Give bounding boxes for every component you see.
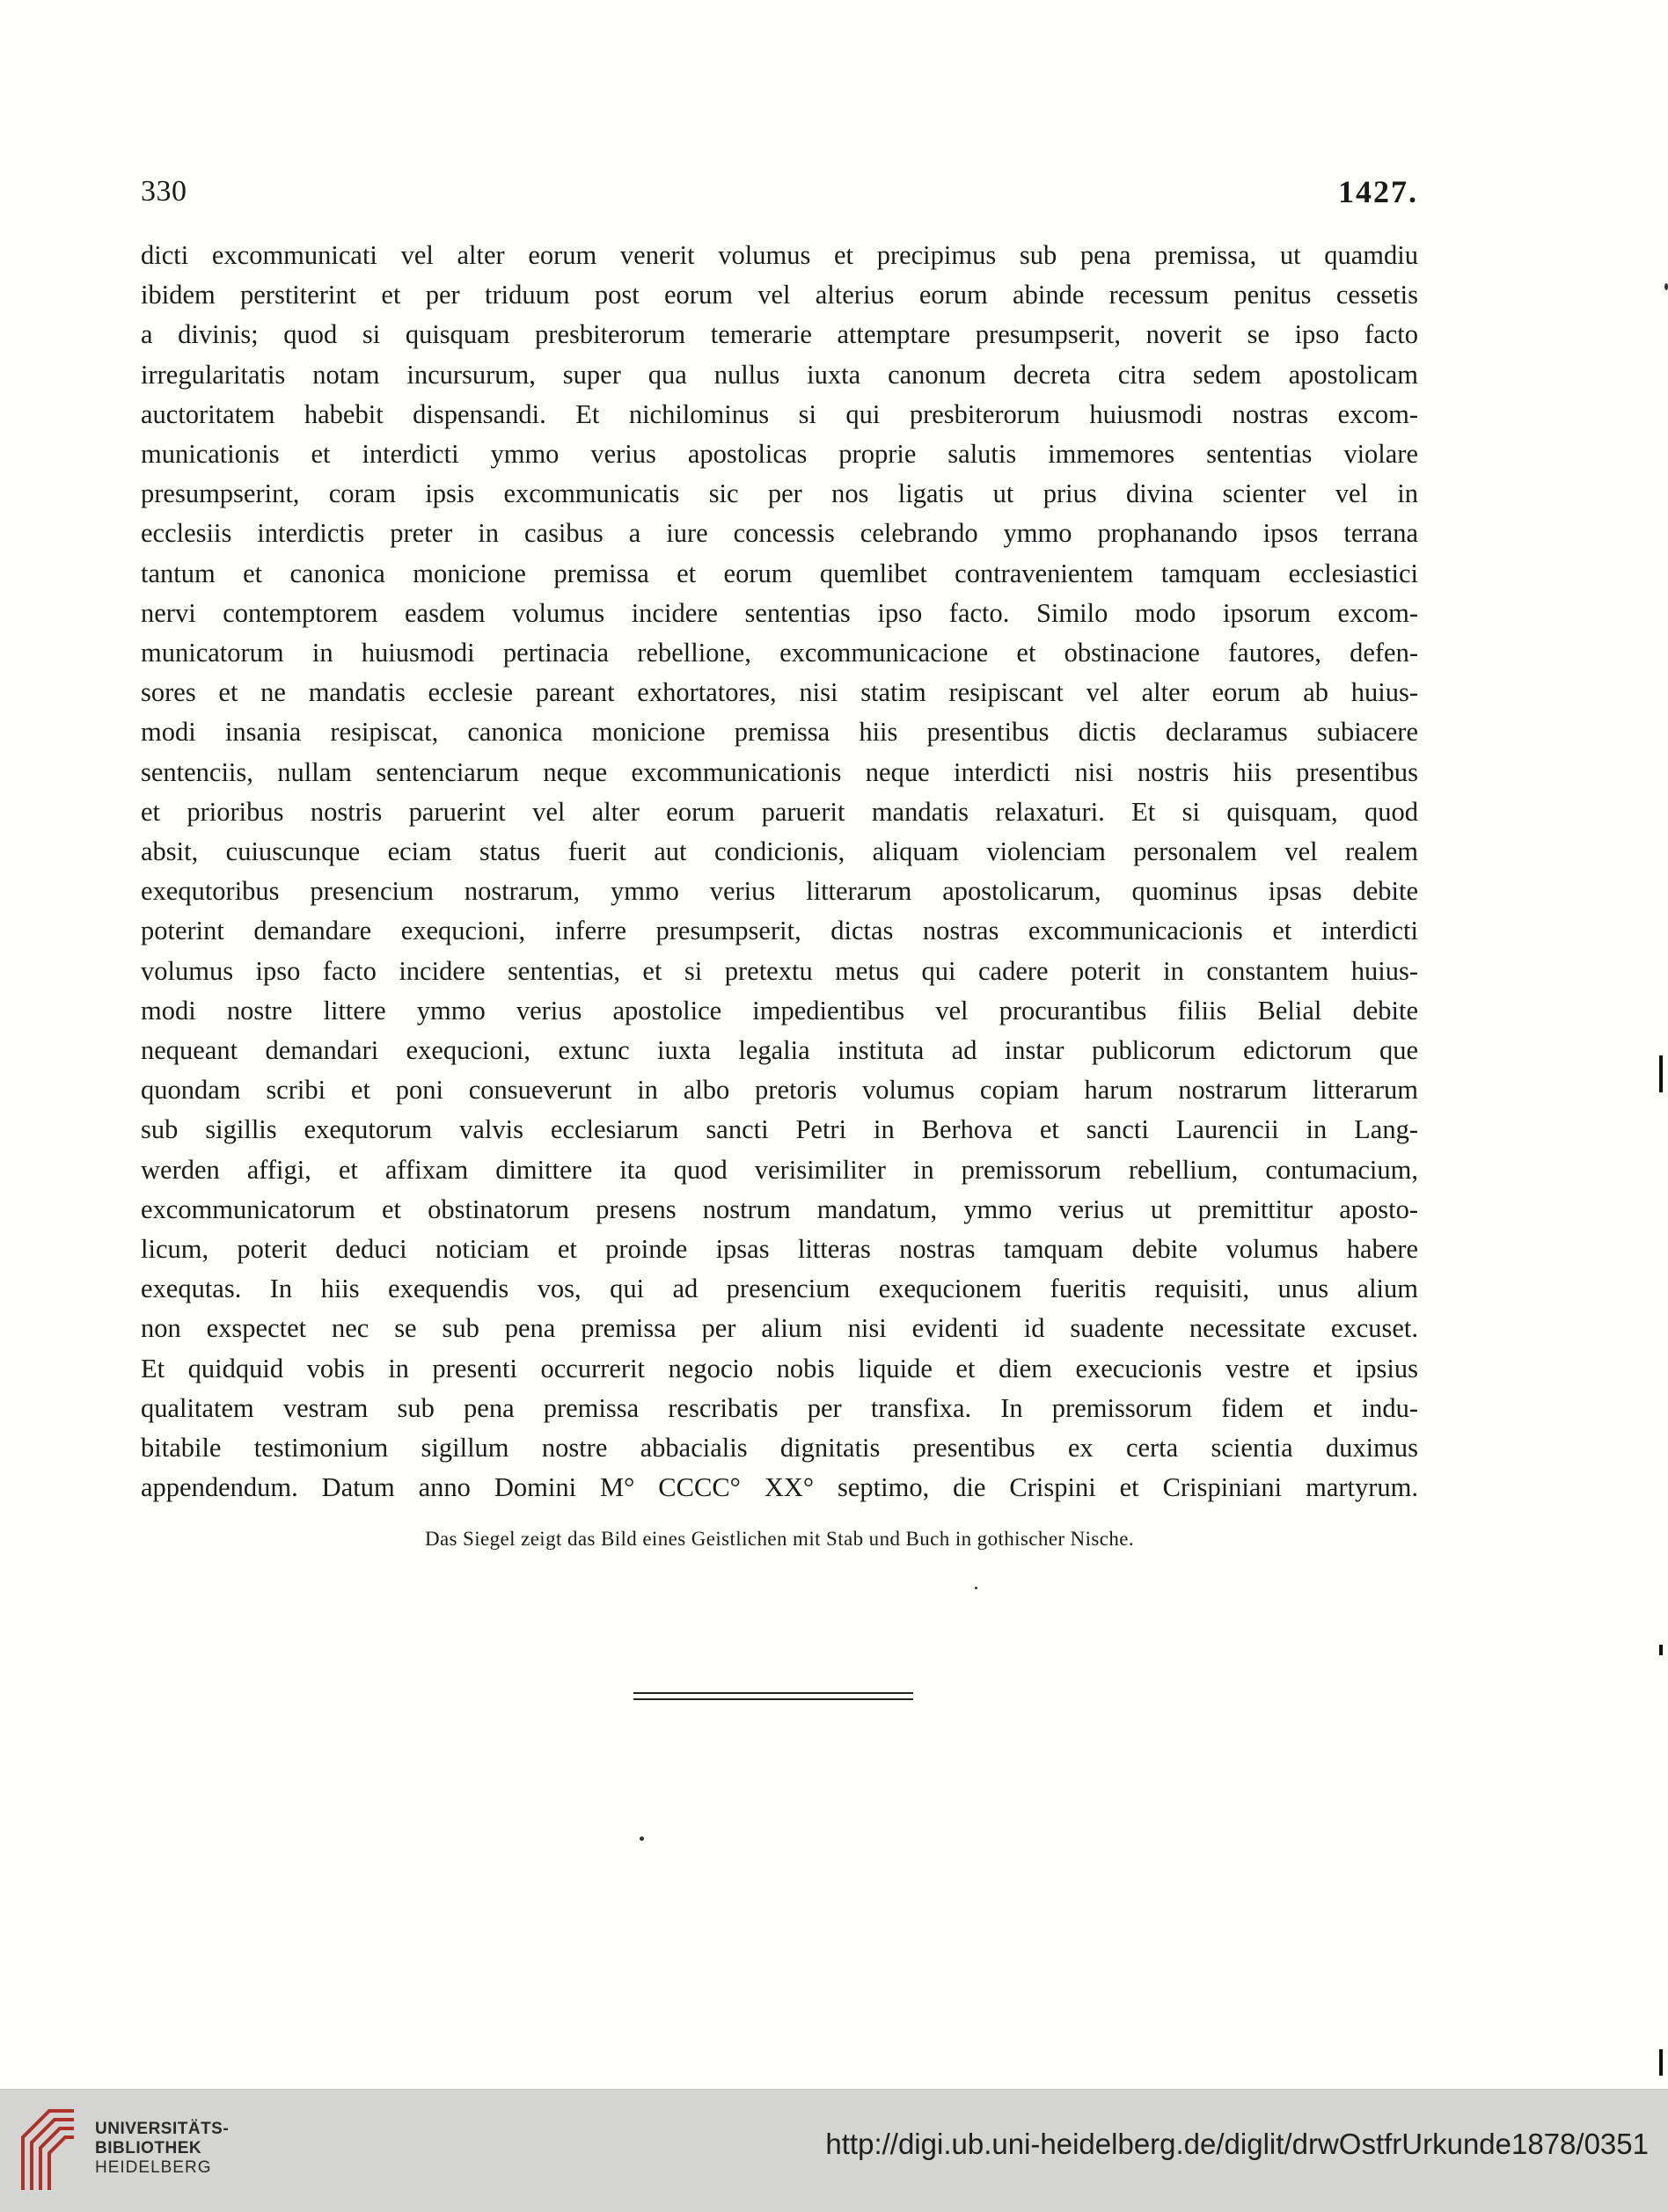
text-line: werden affigi, et affixam dimittere ita quod verisimiliter in premissorum rebellium, contumacium,	[141, 1154, 1418, 1185]
text-line: appendendum. Datum anno Domini M° CCCC° XX° septimo, die Crispini et Crispiniani martyrum.	[141, 1472, 1418, 1503]
text-line: tantum et canonica monicione premissa et eorum quemlibet contravenientem tamquam ecclesiastici	[141, 558, 1418, 588]
permalink-url[interactable]: http://digi.ub.uni-heidelberg.de/diglit/drwOstfrUrkunde1878/0351	[825, 2128, 1649, 2160]
text-line: licum, poterit deduci noticiam et proinde ipsas litteras nostras tamquam debite volumus habere	[141, 1234, 1418, 1265]
text-line: Et quidquid vobis in presenti occurrerit negocio nobis liquide et diem execucionis vestre et ipsius	[141, 1353, 1418, 1383]
document-body-text	[141, 236, 1418, 1508]
text-line: auctoritatem habebit dispensandi. Et nichilominus si qui presbiterorum huiusmodi nostras excom-	[141, 398, 1418, 429]
library-name-line3: HEIDELBERG	[95, 2158, 212, 2177]
closing-rule-bottom	[633, 1698, 913, 1700]
text-line: presumpserint, coram ipsis excommunicatis sic per nos ligatis ut prius divina scienter vel in	[141, 478, 1418, 509]
text-line: et prioribus nostris paruerint vel alter eorum paruerit mandatis relaxaturi. Et si quisquam, quod	[141, 796, 1418, 827]
text-line: municationis et interdicti ymmo verius apostolicas proprie salutis immemores sententias violare	[141, 439, 1418, 470]
text-line: qualitatem vestram sub pena premissa rescribatis per transfixa. In premissorum fidem et indu-	[141, 1392, 1418, 1423]
page-header	[141, 170, 1418, 214]
closing-rule-top	[633, 1692, 913, 1694]
text-line: absit, cuiuscunque eciam status fuerit aut condicionis, aliquam violenciam personalem vel realem	[141, 836, 1418, 867]
text-line: sentenciis, nullam sentenciarum neque excommunicationis neque interdicti nisi nostris hiis presentibus	[141, 756, 1418, 787]
text-line: quondam scribi et poni consueverunt in albo pretoris volumus copiam harum nostrarum litterarum	[141, 1075, 1418, 1106]
text-line: exequtas. In hiis exequendis vos, qui ad presencium exequcionem fueritis requisiti, unus alium	[141, 1274, 1418, 1304]
scan-speck	[640, 1836, 644, 1841]
text-line: poterint demandare exequcioni, inferre presumpserit, dictas nostras excommunicacionis et interdicti	[141, 916, 1418, 946]
text-line: excommunicatorum et obstinatorum presens nostrum mandatum, ymmo verius ut premittitur aposto-	[141, 1194, 1418, 1224]
document-year: 1427.	[1338, 174, 1418, 209]
scan-edge-mark	[1659, 1055, 1663, 1092]
library-name	[95, 2120, 229, 2178]
text-line: bitabile testimonium sigillum nostre abbacialis dignitatis presentibus ex certa scientia duximus	[141, 1433, 1418, 1464]
text-line: sub sigillis exequtorum valvis ecclesiarum sancti Petri in Berhova et sancti Laurencii in Lang-	[141, 1114, 1418, 1145]
text-line: irregularitatis notam incursurum, super qua nullus iuxta canonum decreta citra sedem apostolicam	[141, 359, 1418, 390]
text-line: modi insania resipiscat, canonica monicione premissa hiis presentibus dictis declaramus subiacere	[141, 717, 1418, 748]
scan-speck	[975, 1587, 977, 1589]
ub-heidelberg-logo-icon	[19, 2107, 77, 2194]
library-name-line1: UNIVERSITÄTS-	[95, 2120, 230, 2138]
text-line: municatorum in huiusmodi pertinacia rebellione, excommunicacione et obstinacione fautores, defen-	[141, 638, 1418, 668]
seal-description-note: Das Siegel zeigt das Bild eines Geistlichen mit Stab und Buch in gothischer Nische.	[424, 1528, 1135, 1550]
text-line: dicti excommunicati vel alter eorum venerit volumus et precipimus sub pena premissa, ut quamdiu	[141, 240, 1418, 270]
text-line: ecclesiis interdictis preter in casibus a iure concessis celebrando ymmo prophanando ipsos terrana	[141, 518, 1418, 549]
text-line: nequeant demandari exequcioni, extunc iuxta legalia instituta ad instar publicorum edictorum que	[141, 1035, 1418, 1066]
scan-speck	[1664, 283, 1668, 290]
library-name-line2: BIBLIOTHEK	[95, 2139, 202, 2157]
viewer-footer-bar	[0, 2089, 1668, 2212]
text-line: modi nostre littere ymmo verius apostolice impedientibus vel procurantibus filiis Belial debite	[141, 995, 1418, 1026]
scan-edge-mark	[1659, 2049, 1663, 2076]
text-line: ibidem perstiterint et per triduum post eorum vel alterius eorum abinde recessum penitus cessetis	[141, 280, 1418, 310]
text-line: sores et ne mandatis ecclesie pareant exhortatores, nisi statim resipiscant vel alter eorum ab huius-	[141, 677, 1418, 708]
text-line: nervi contemptorem easdem volumus incidere sententias ipso facto. Similo modo ipsorum excom-	[141, 597, 1418, 628]
text-line: a divinis; quod si quisquam presbiterorum temerarie attemptare presumpserit, noverit se ipso facto	[141, 319, 1418, 350]
text-line: exequtoribus presencium nostrarum, ymmo verius litterarum apostolicarum, quominus ipsas debite	[141, 876, 1418, 907]
text-line: non exspectet nec se sub pena premissa per alium nisi evidenti id suadente necessitate excuset.	[141, 1313, 1418, 1344]
text-line: volumus ipso facto incidere sententias, et si pretextu metus qui cadere poterit in constantem huius-	[141, 955, 1418, 986]
page-number: 330	[141, 175, 187, 208]
scan-edge-mark	[1659, 1645, 1663, 1655]
